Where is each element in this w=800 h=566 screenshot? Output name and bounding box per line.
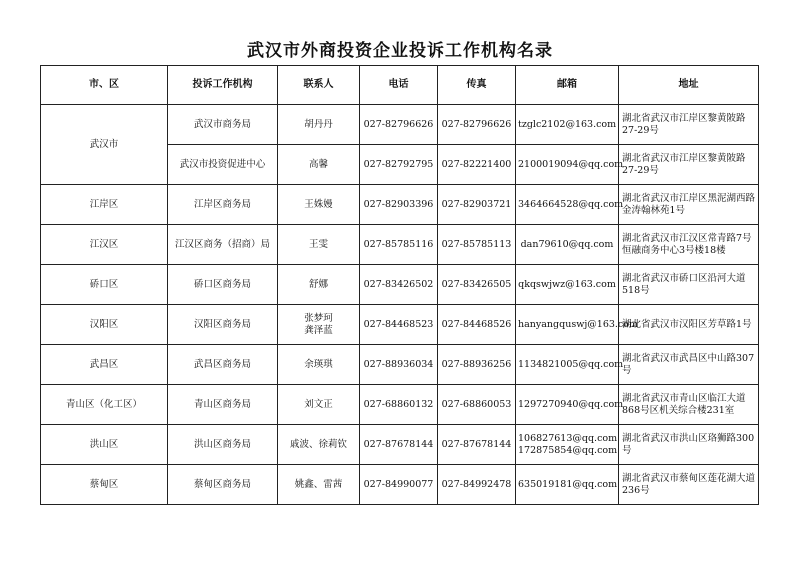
contact-name: 龚泽蓝 — [304, 324, 333, 336]
column-header-fax: 传真 — [438, 66, 516, 105]
district-cell: 蔡甸区 — [41, 465, 168, 505]
table-row — [41, 185, 759, 225]
phone-cell: 027-82796626 — [360, 105, 438, 145]
address-cell: 湖北省武汉市蔡甸区莲花湖大道236号 — [619, 465, 759, 505]
address-cell: 湖北省武汉市江岸区黎黄陂路27-29号 — [619, 105, 759, 145]
contact-cell — [278, 105, 360, 145]
column-header-agency: 投诉工作机构 — [168, 66, 278, 105]
phone-cell: 027-83426502 — [360, 265, 438, 305]
agency-cell: 硚口区商务局 — [168, 265, 278, 305]
contact-name: 戚波、徐莉钦 — [289, 438, 347, 450]
phone-cell: 027-84990077 — [360, 465, 438, 505]
contact-name: 余瑛琪 — [304, 358, 333, 370]
contact-cell — [278, 265, 360, 305]
header-row — [41, 66, 759, 105]
address-cell: 湖北省武汉市江岸区黎黄陂路27-29号 — [619, 145, 759, 185]
table-row — [41, 305, 759, 345]
agency-cell: 江岸区商务局 — [168, 185, 278, 225]
email-address: 172875854@qq.com — [518, 444, 618, 456]
agency-cell: 江汉区商务（招商）局 — [168, 225, 278, 265]
district-cell: 江岸区 — [41, 185, 168, 225]
contact-cell — [278, 465, 360, 505]
contact-cell — [278, 385, 360, 425]
table-body — [41, 105, 759, 505]
contact-name: 姚鑫、雷茜 — [294, 478, 343, 490]
fax-cell: 027-82221400 — [438, 145, 516, 185]
table-row — [41, 465, 759, 505]
document-title: 武汉市外商投资企业投诉工作机构名录 — [247, 41, 553, 61]
contact-name: 胡丹丹 — [304, 118, 333, 130]
phone-cell: 027-68860132 — [360, 385, 438, 425]
column-header-contact: 联系人 — [278, 66, 360, 105]
column-header-district: 市、区 — [41, 66, 168, 105]
contact-name: 王雯 — [308, 238, 328, 250]
table-row — [41, 345, 759, 385]
email-address: 3464664528@qq.com — [518, 198, 624, 210]
email-cell — [516, 345, 624, 385]
district-cell: 洪山区 — [41, 425, 168, 465]
agency-cell: 武昌区商务局 — [168, 345, 278, 385]
contact-name: 高馨 — [308, 158, 328, 170]
phone-cell: 027-87678144 — [360, 425, 438, 465]
fax-cell: 027-84468526 — [438, 305, 516, 345]
agency-cell: 青山区商务局 — [168, 385, 278, 425]
contact-cell — [278, 185, 360, 225]
contact-name: 张梦珂 — [304, 312, 333, 324]
agency-cell: 武汉市投资促进中心 — [168, 145, 278, 185]
fax-cell: 027-84992478 — [438, 465, 516, 505]
phone-cell: 027-84468523 — [360, 305, 438, 345]
district-cell: 青山区（化工区） — [41, 385, 168, 425]
column-header-phone: 电话 — [360, 66, 438, 105]
agency-cell: 汉阳区商务局 — [168, 305, 278, 345]
address-cell: 湖北省武汉市洪山区珞狮路300号 — [619, 425, 759, 465]
contact-cell — [278, 345, 360, 385]
email-address: 1297270940@qq.com — [518, 398, 624, 410]
fax-cell: 027-85785113 — [438, 225, 516, 265]
email-cell — [516, 465, 619, 505]
address-cell: 湖北省武汉市硚口区沿河大道518号 — [619, 265, 759, 305]
email-cell — [516, 385, 624, 425]
email-address: dan79610@qq.com — [520, 238, 614, 250]
district-cell: 江汉区 — [41, 225, 168, 265]
email-address: 1134821005@qq.com — [518, 358, 624, 370]
fax-cell: 027-83426505 — [438, 265, 516, 305]
contact-name: 王姝嫚 — [304, 198, 333, 210]
column-header-address: 地址 — [619, 66, 759, 105]
email-cell — [516, 305, 638, 345]
agency-cell: 武汉市商务局 — [168, 105, 278, 145]
phone-cell: 027-82792795 — [360, 145, 438, 185]
agency-cell: 洪山区商务局 — [168, 425, 278, 465]
email-address: 635019181@qq.com — [518, 478, 618, 490]
email-cell — [516, 425, 619, 465]
phone-cell: 027-85785116 — [360, 225, 438, 265]
email-address: hanyangquswj@163.com — [518, 318, 638, 330]
agency-directory-table — [40, 65, 759, 505]
table-row — [41, 265, 759, 305]
email-cell — [516, 225, 619, 265]
fax-cell: 027-82796626 — [438, 105, 516, 145]
email-address: 2100019094@qq.com — [518, 158, 624, 170]
address-cell: 湖北省武汉市武昌区中山路307号 — [619, 345, 759, 385]
address-cell: 湖北省武汉市江岸区黑泥湖西路金涛翰林苑1号 — [619, 185, 759, 225]
fax-cell: 027-82903721 — [438, 185, 516, 225]
phone-cell: 027-82903396 — [360, 185, 438, 225]
table-row — [41, 385, 759, 425]
email-address: qkqswjwz@163.com — [518, 278, 616, 290]
district-cell: 汉阳区 — [41, 305, 168, 345]
district-cell: 硚口区 — [41, 265, 168, 305]
district-cell: 武汉市 — [41, 105, 168, 185]
email-address: tzglc2102@163.com — [518, 118, 617, 130]
email-cell — [516, 105, 619, 145]
contact-name: 刘文正 — [304, 398, 333, 410]
fax-cell: 027-68860053 — [438, 385, 516, 425]
address-cell: 湖北省武汉市江汉区常青路7号恒融商务中心3号楼18楼 — [619, 225, 759, 265]
phone-cell: 027-88936034 — [360, 345, 438, 385]
table-row — [41, 425, 759, 465]
agency-cell: 蔡甸区商务局 — [168, 465, 278, 505]
contact-cell — [278, 145, 360, 185]
address-cell: 湖北省武汉市青山区临江大道868号区机关综合楼231室 — [619, 385, 759, 425]
email-cell — [516, 265, 619, 305]
contact-cell — [278, 305, 360, 345]
email-cell — [516, 145, 624, 185]
contact-cell — [278, 425, 360, 465]
column-header-email: 邮箱 — [516, 66, 619, 105]
contact-cell — [278, 225, 360, 265]
email-address: 106827613@qq.com — [518, 432, 618, 444]
email-cell — [516, 185, 624, 225]
fax-cell: 027-87678144 — [438, 425, 516, 465]
table-row — [41, 105, 759, 145]
contact-name: 舒娜 — [308, 278, 328, 290]
table-row — [41, 225, 759, 265]
fax-cell: 027-88936256 — [438, 345, 516, 385]
address-cell: 湖北省武汉市汉阳区芳草路1号 — [619, 305, 759, 345]
district-cell: 武昌区 — [41, 345, 168, 385]
